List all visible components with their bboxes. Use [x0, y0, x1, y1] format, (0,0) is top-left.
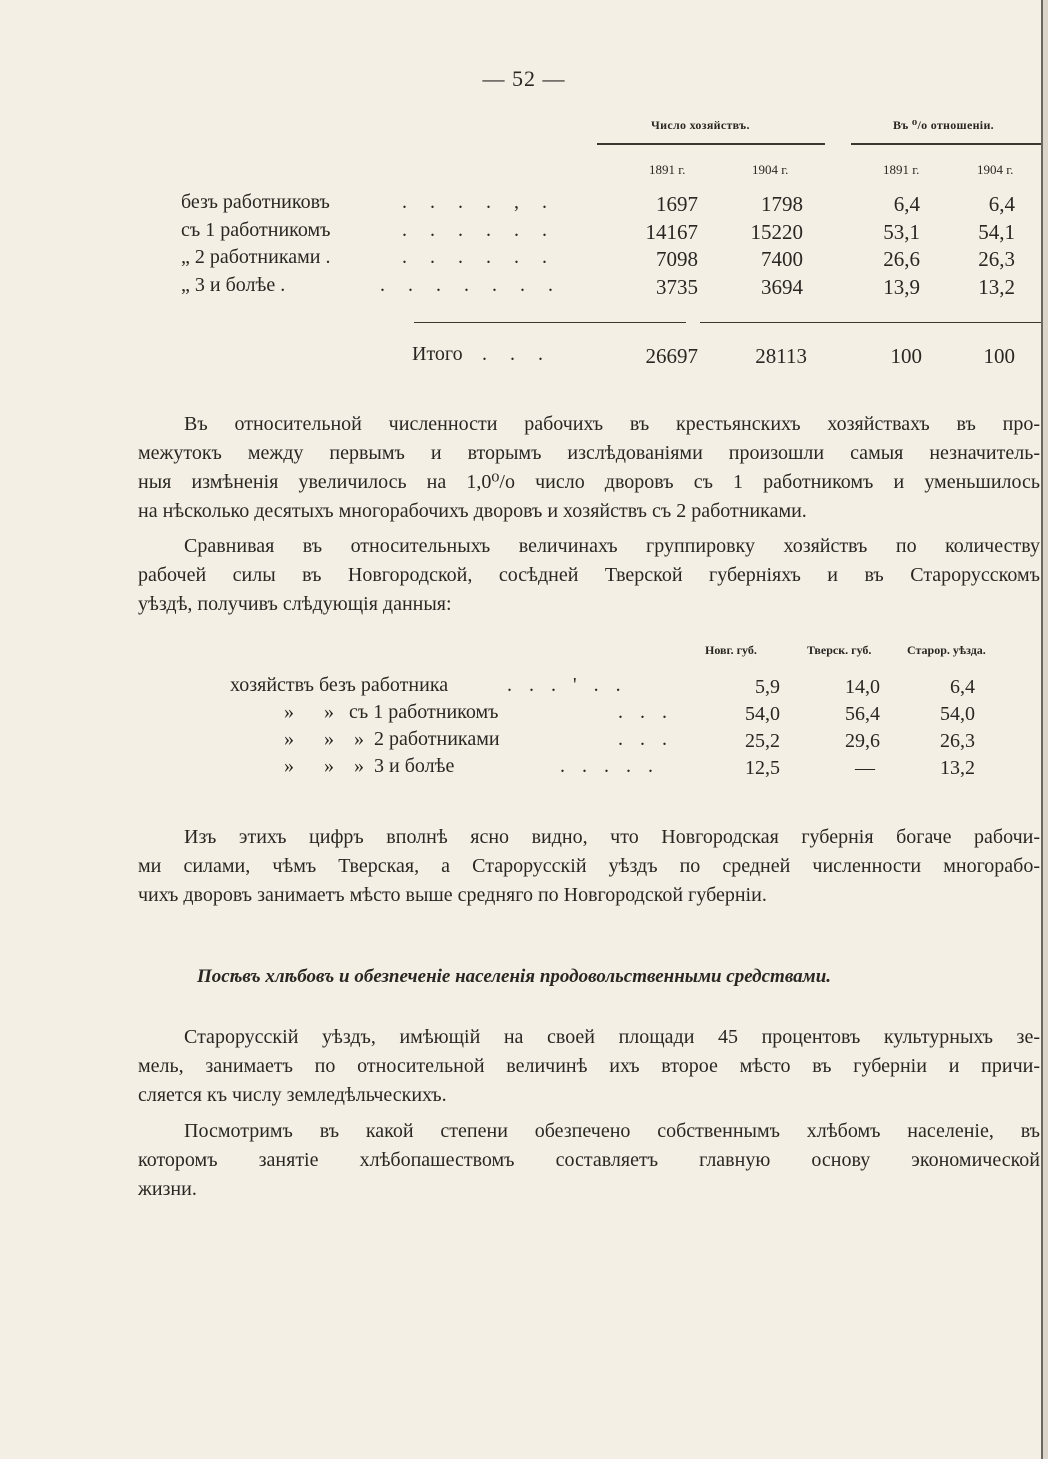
value-tver: 56,4	[845, 703, 880, 725]
total-label: Итого	[412, 343, 463, 365]
text-line: Изъ этихъ цифръ вполнѣ ясно видно, что Новгородская губернія богаче рабочи-	[184, 826, 1040, 848]
value-1904: 7400	[761, 247, 803, 271]
total-1891: 26697	[645, 344, 698, 368]
value-tver: 29,6	[845, 730, 880, 752]
text-line: Въ относительной численности рабочихъ въ крестьянскихъ хозяйствахъ въ про-	[184, 413, 1040, 435]
percent-1891: 53,1	[883, 220, 920, 244]
text-line: межутокъ между первымъ и вторымъ изслѣдованіями произошли самыя незначитель-	[138, 442, 1040, 464]
row-label: хозяйствъ безъ работника	[230, 674, 449, 696]
header-brace-percent	[851, 143, 1041, 145]
percent-1904: 54,1	[978, 220, 1015, 244]
leader-dots: . . . . , .	[402, 191, 556, 213]
text-line: уѣздѣ, получивъ слѣдующія данныя:	[138, 593, 452, 615]
value-1904: 1798	[761, 192, 803, 216]
text-line: Сравнивая въ относительныхъ величинахъ группировку хозяйствъ по количеству	[184, 535, 1040, 557]
percent-1904: 13,2	[978, 275, 1015, 299]
leader-dots: . . .	[618, 728, 673, 750]
row-label: „ 2 работниками .	[181, 246, 331, 268]
year-header: 1904 г.	[752, 162, 789, 177]
value-staraya-russa: 54,0	[940, 703, 975, 725]
value-novgorod: 5,9	[755, 676, 780, 698]
year-header: 1891 г.	[883, 162, 920, 177]
text-line: которомъ занятіе хлѣбопашествомъ составляетъ главную основу экономической	[138, 1149, 1040, 1171]
percent-1904: 6,4	[988, 192, 1015, 216]
header-brace-count	[597, 143, 825, 145]
percent-1904: 26,3	[978, 247, 1015, 271]
paragraph-3	[138, 823, 1040, 910]
text-line: ныя измѣненія увеличилось на 1,0⁰/о число дворовъ съ 1 работникомъ и уменьшилось	[138, 471, 1040, 493]
text-line: на нѣсколько десятыхъ многорабочихъ дворовъ и хозяйствъ съ 2 работниками.	[138, 500, 807, 522]
value-1891: 3735	[656, 275, 698, 299]
total-1904: 28113	[755, 344, 807, 368]
leader-dots: . . .	[618, 701, 673, 723]
total-percent-1891: 100	[890, 344, 922, 368]
text-line: жизни.	[138, 1178, 197, 1200]
header-percent: Въ ⁰/о отношеніи.	[893, 118, 994, 132]
total-rule	[414, 322, 686, 323]
text-line: рабочей силы въ Новгородской, сосѣдней Тверской губерніяхъ и въ Старорусскомъ	[138, 564, 1040, 586]
value-tver: —	[855, 757, 875, 779]
paragraph-4	[138, 1023, 1040, 1110]
text-line: ми силами, чѣмъ Тверская, а Старорусскій уѣздъ по средней численности многорабо-	[138, 855, 1040, 877]
value-1891: 1697	[656, 192, 698, 216]
row-label: „ 3 и болѣе .	[181, 274, 286, 296]
value-novgorod: 12,5	[745, 757, 780, 779]
row-label: съ 1 работникомъ	[181, 219, 331, 241]
total-rule	[700, 322, 1041, 323]
leader-dots: . . .	[482, 343, 552, 365]
percent-1891: 13,9	[883, 275, 920, 299]
value-1904: 15220	[750, 220, 803, 244]
year-header: 1891 г.	[649, 162, 686, 177]
value-1904: 3694	[761, 275, 803, 299]
page-number: — 52 —	[482, 66, 566, 91]
percent-1891: 26,6	[883, 247, 920, 271]
leader-dots: . . . . .	[560, 755, 659, 777]
percent-1891: 6,4	[893, 192, 920, 216]
section-title: Посѣвъ хлѣбовъ и обезпеченіе населенія продовольственными средствами.	[197, 966, 832, 987]
header-tver: Тверск. губ.	[807, 643, 872, 657]
value-staraya-russa: 13,2	[940, 757, 975, 779]
row-label: » » съ 1 работникомъ	[284, 701, 499, 723]
paragraph-1	[138, 410, 1040, 526]
text-line: Старорусскій уѣздъ, имѣющій на своей площади 45 процентовъ культурныхъ зе-	[184, 1026, 1040, 1048]
value-staraya-russa: 6,4	[950, 676, 975, 698]
header-novgorod: Новг. губ.	[705, 643, 757, 657]
leader-dots: . . . ' . .	[507, 674, 627, 696]
value-1891: 14167	[645, 220, 698, 244]
leader-dots: . . . . . . .	[380, 274, 562, 296]
paragraph-2	[138, 532, 1040, 619]
header-staraya-russa: Старор. уѣзда.	[907, 643, 986, 657]
row-label: » » » 2 работниками	[284, 728, 500, 750]
value-1891: 7098	[656, 247, 698, 271]
value-novgorod: 25,2	[745, 730, 780, 752]
value-tver: 14,0	[845, 676, 880, 698]
year-header: 1904 г.	[977, 162, 1014, 177]
text-line: Посмотримъ въ какой степени обезпечено собственнымъ хлѣбомъ населеніе, въ	[184, 1120, 1040, 1142]
leader-dots: . . . . . .	[402, 246, 556, 268]
row-label: » » » 3 и болѣе	[284, 755, 455, 777]
total-percent-1904: 100	[983, 344, 1015, 368]
paragraph-5	[138, 1117, 1040, 1204]
value-novgorod: 54,0	[745, 703, 780, 725]
leader-dots: . . . . . .	[402, 219, 556, 241]
header-households-count: Число хозяйствъ.	[651, 118, 750, 132]
row-label: безъ работниковъ	[181, 191, 330, 213]
text-line: сляется къ числу земледѣльческихъ.	[138, 1084, 447, 1106]
value-staraya-russa: 26,3	[940, 730, 975, 752]
text-line: мель, занимаетъ по относительной величинѣ ихъ второе мѣсто въ губерніи и причи-	[138, 1055, 1040, 1077]
text-line: чихъ дворовъ занимаетъ мѣсто выше средняго по Новгородской губерніи.	[138, 884, 767, 906]
page-edge-shadow	[1043, 0, 1048, 1459]
